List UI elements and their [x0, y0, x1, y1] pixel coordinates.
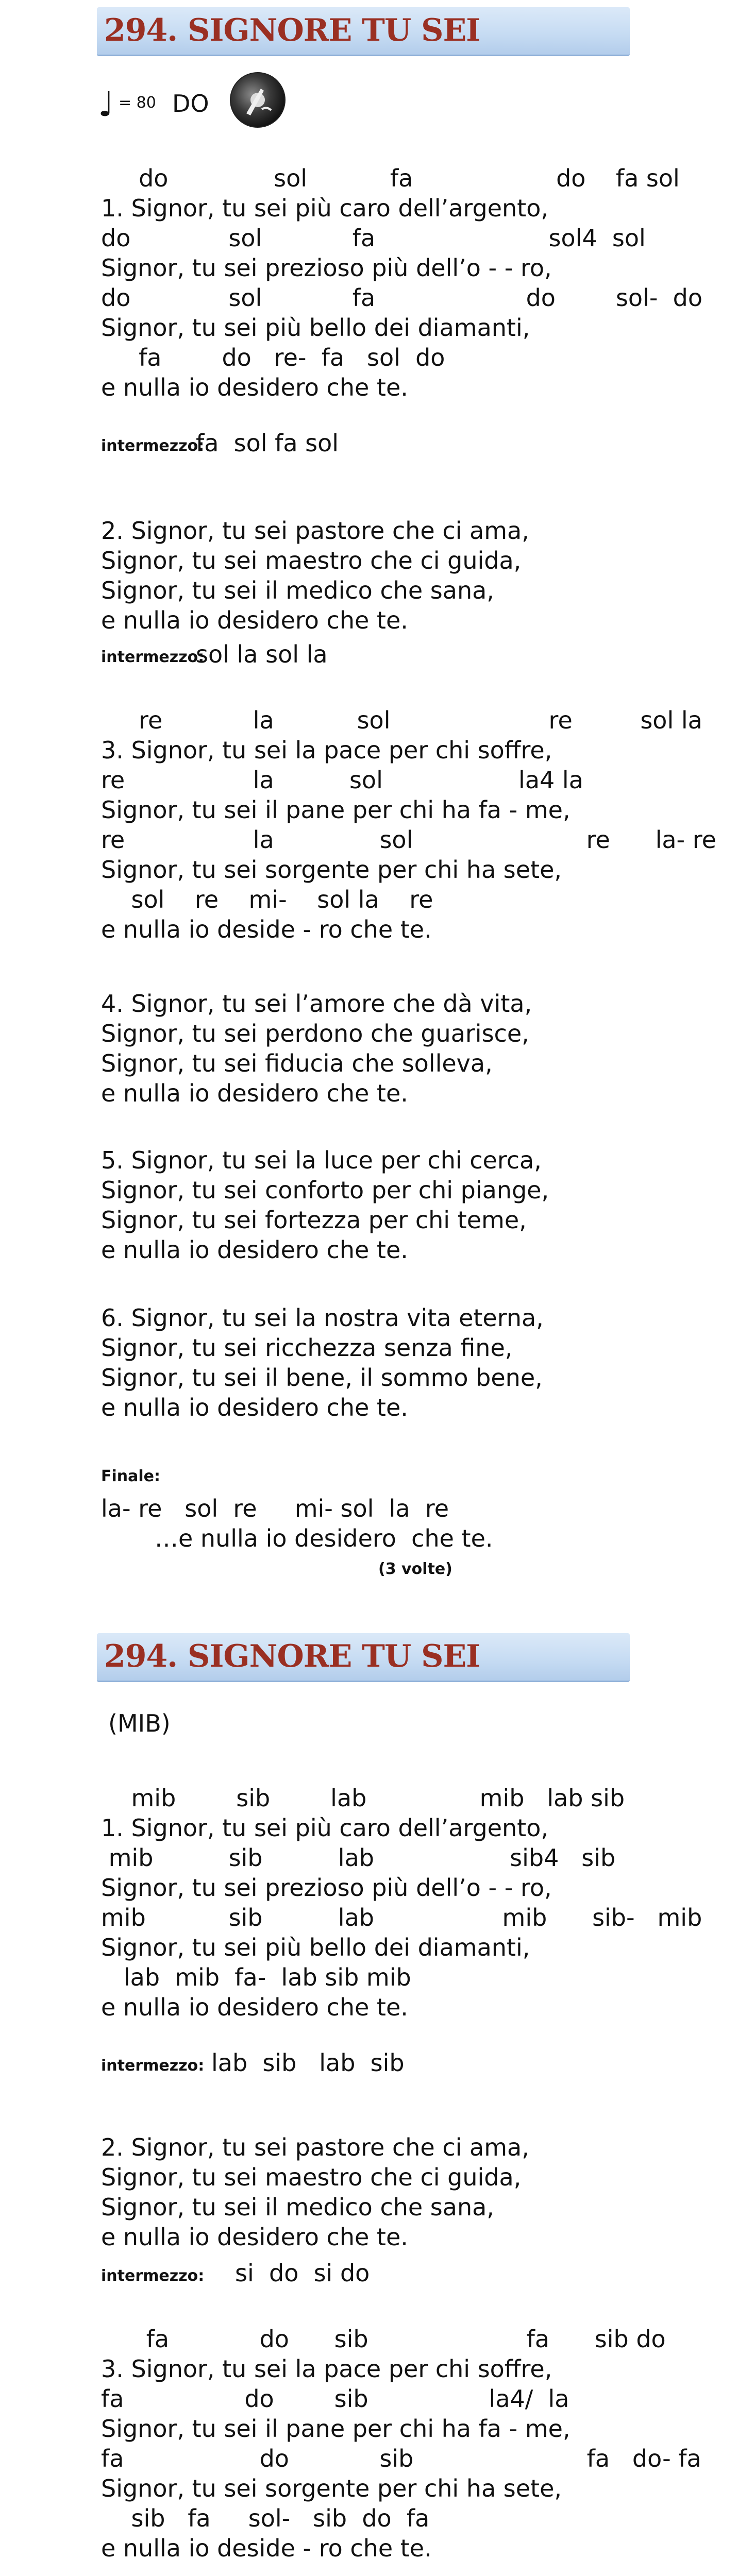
lyric-line: Signor, tu sei più bello dei diamanti,: [101, 1934, 530, 1961]
song1-title-banner: [97, 7, 630, 56]
lyric-line: Signor, tu sei fortezza per chi teme,: [101, 1206, 527, 1234]
lyric-line: Signor, tu sei maestro che ci guida,: [101, 2163, 522, 2191]
lyric-line: e nulla io deside - ro che te.: [101, 2534, 432, 2562]
song1-finale-text: …e nulla io desidero che te.: [155, 1524, 493, 1552]
lyric-line: Signor, tu sei conforto per chi piange,: [101, 1176, 549, 1204]
lyric-line: Signor, tu sei il bene, il sommo bene,: [101, 1364, 543, 1392]
chord-line: re la sol la4 la: [101, 766, 583, 794]
song1-key: DO: [172, 90, 209, 117]
song1-intermezzo-2-label: intermezzo:: [101, 648, 205, 666]
song1-intermezzo-2-chords: sol la sol la: [196, 640, 328, 668]
song1-finale-repeat: (3 volte): [378, 1560, 452, 1578]
music-disc-icon: [230, 72, 286, 128]
quarter-note-icon: ♩: [98, 84, 114, 124]
lyric-line: Signor, tu sei ricchezza senza fine,: [101, 1334, 513, 1362]
chord-line: sib fa sol- sib do fa: [101, 2504, 430, 2532]
song1-finale-chords: la- re sol re mi- sol la re: [101, 1495, 449, 1522]
chord-line: do sol fa sol4 sol: [101, 224, 646, 252]
song1-intermezzo-1-chords: fa sol fa sol: [196, 429, 339, 457]
song2-title-banner: [97, 1633, 630, 1682]
chord-line: mib sib lab mib lab sib: [101, 1784, 625, 1812]
song1-title: 294. SIGNORE TU SEI: [104, 12, 480, 48]
lyric-line: 2. Signor, tu sei pastore che ci ama,: [101, 2133, 529, 2161]
lyric-line: Signor, tu sei prezioso più dell’o - - ro,: [101, 254, 552, 282]
lyric-line: 3. Signor, tu sei la pace per chi soffre,: [101, 2355, 552, 2383]
music-disc-graphic: [231, 73, 284, 127]
lyric-line: 4. Signor, tu sei l’amore che dà vita,: [101, 990, 532, 1018]
song1-finale-label: Finale:: [101, 1467, 161, 1485]
song2-intermezzo-1-chords: lab sib lab sib: [211, 2049, 405, 2077]
chord-line: re la sol re sol la: [101, 706, 702, 734]
lyric-line: Signor, tu sei il pane per chi ha fa - me,: [101, 2415, 571, 2443]
chord-line: re la sol re la- re: [101, 826, 716, 854]
lyric-line: e nulla io desidero che te.: [101, 606, 408, 634]
lyric-line: e nulla io desidero che te.: [101, 1993, 408, 2021]
lyric-line: Signor, tu sei maestro che ci guida,: [101, 547, 522, 574]
lyric-line: Signor, tu sei prezioso più dell’o - - ro,: [101, 1874, 552, 1902]
lyric-line: e nulla io desidero che te.: [101, 1236, 408, 1264]
chord-line: fa do sib fa sib do: [101, 2325, 666, 2353]
lyric-line: e nulla io desidero che te.: [101, 1079, 408, 1107]
lyric-line: 5. Signor, tu sei la luce per chi cerca,: [101, 1146, 542, 1174]
lyric-line: Signor, tu sei sorgente per chi ha sete,: [101, 2475, 562, 2502]
song2-intermezzo-1-label: intermezzo:: [101, 2057, 205, 2075]
lyric-line: 3. Signor, tu sei la pace per chi soffre,: [101, 736, 552, 764]
lyric-line: Signor, tu sei il pane per chi ha fa - me,: [101, 796, 571, 824]
song1-tempo: = 80: [119, 94, 156, 112]
lyric-line: 1. Signor, tu sei più caro dell’argento,: [101, 1814, 548, 1842]
lyric-line: 1. Signor, tu sei più caro dell’argento,: [101, 194, 548, 222]
lyric-line: e nulla io deside - ro che te.: [101, 916, 432, 943]
chord-line: fa do sib fa do- fa: [101, 2445, 701, 2472]
lyric-line: Signor, tu sei sorgente per chi ha sete,: [101, 856, 562, 884]
song2-title: 294. SIGNORE TU SEI: [104, 1638, 480, 1674]
song2-intermezzo-2-label: intermezzo:: [101, 2267, 205, 2285]
song2-intermezzo-2-chords: si do si do: [235, 2259, 370, 2287]
chord-line: mib sib lab mib sib- mib: [101, 1904, 702, 1931]
chord-line: mib sib lab sib4 sib: [101, 1844, 616, 1872]
lyric-line: e nulla io desidero che te.: [101, 374, 408, 401]
lyric-line: Signor, tu sei il medico che sana,: [101, 577, 494, 604]
chord-line: fa do re- fa sol do: [101, 344, 445, 371]
song1-intermezzo-1-label: intermezzo:: [101, 437, 205, 455]
lyric-line: e nulla io desidero che te.: [101, 2223, 408, 2251]
lyric-line: Signor, tu sei perdono che guarisce,: [101, 1020, 529, 1047]
chord-line: do sol fa do fa sol: [101, 164, 680, 192]
lyric-line: 6. Signor, tu sei la nostra vita eterna,: [101, 1304, 544, 1332]
chord-line: lab mib fa- lab sib mib: [101, 1963, 411, 1991]
lyric-line: Signor, tu sei più bello dei diamanti,: [101, 314, 530, 342]
lyric-line: Signor, tu sei fiducia che solleva,: [101, 1049, 493, 1077]
lyric-line: e nulla io desidero che te.: [101, 1394, 408, 1421]
lyric-line: 2. Signor, tu sei pastore che ci ama,: [101, 517, 529, 545]
song2-key: (MIB): [108, 1709, 171, 1737]
lyric-line: Signor, tu sei il medico che sana,: [101, 2193, 494, 2221]
chord-line: do sol fa do sol- do: [101, 284, 703, 312]
chord-line: sol re mi- sol la re: [101, 886, 433, 913]
chord-line: fa do sib la4/ la: [101, 2385, 569, 2413]
